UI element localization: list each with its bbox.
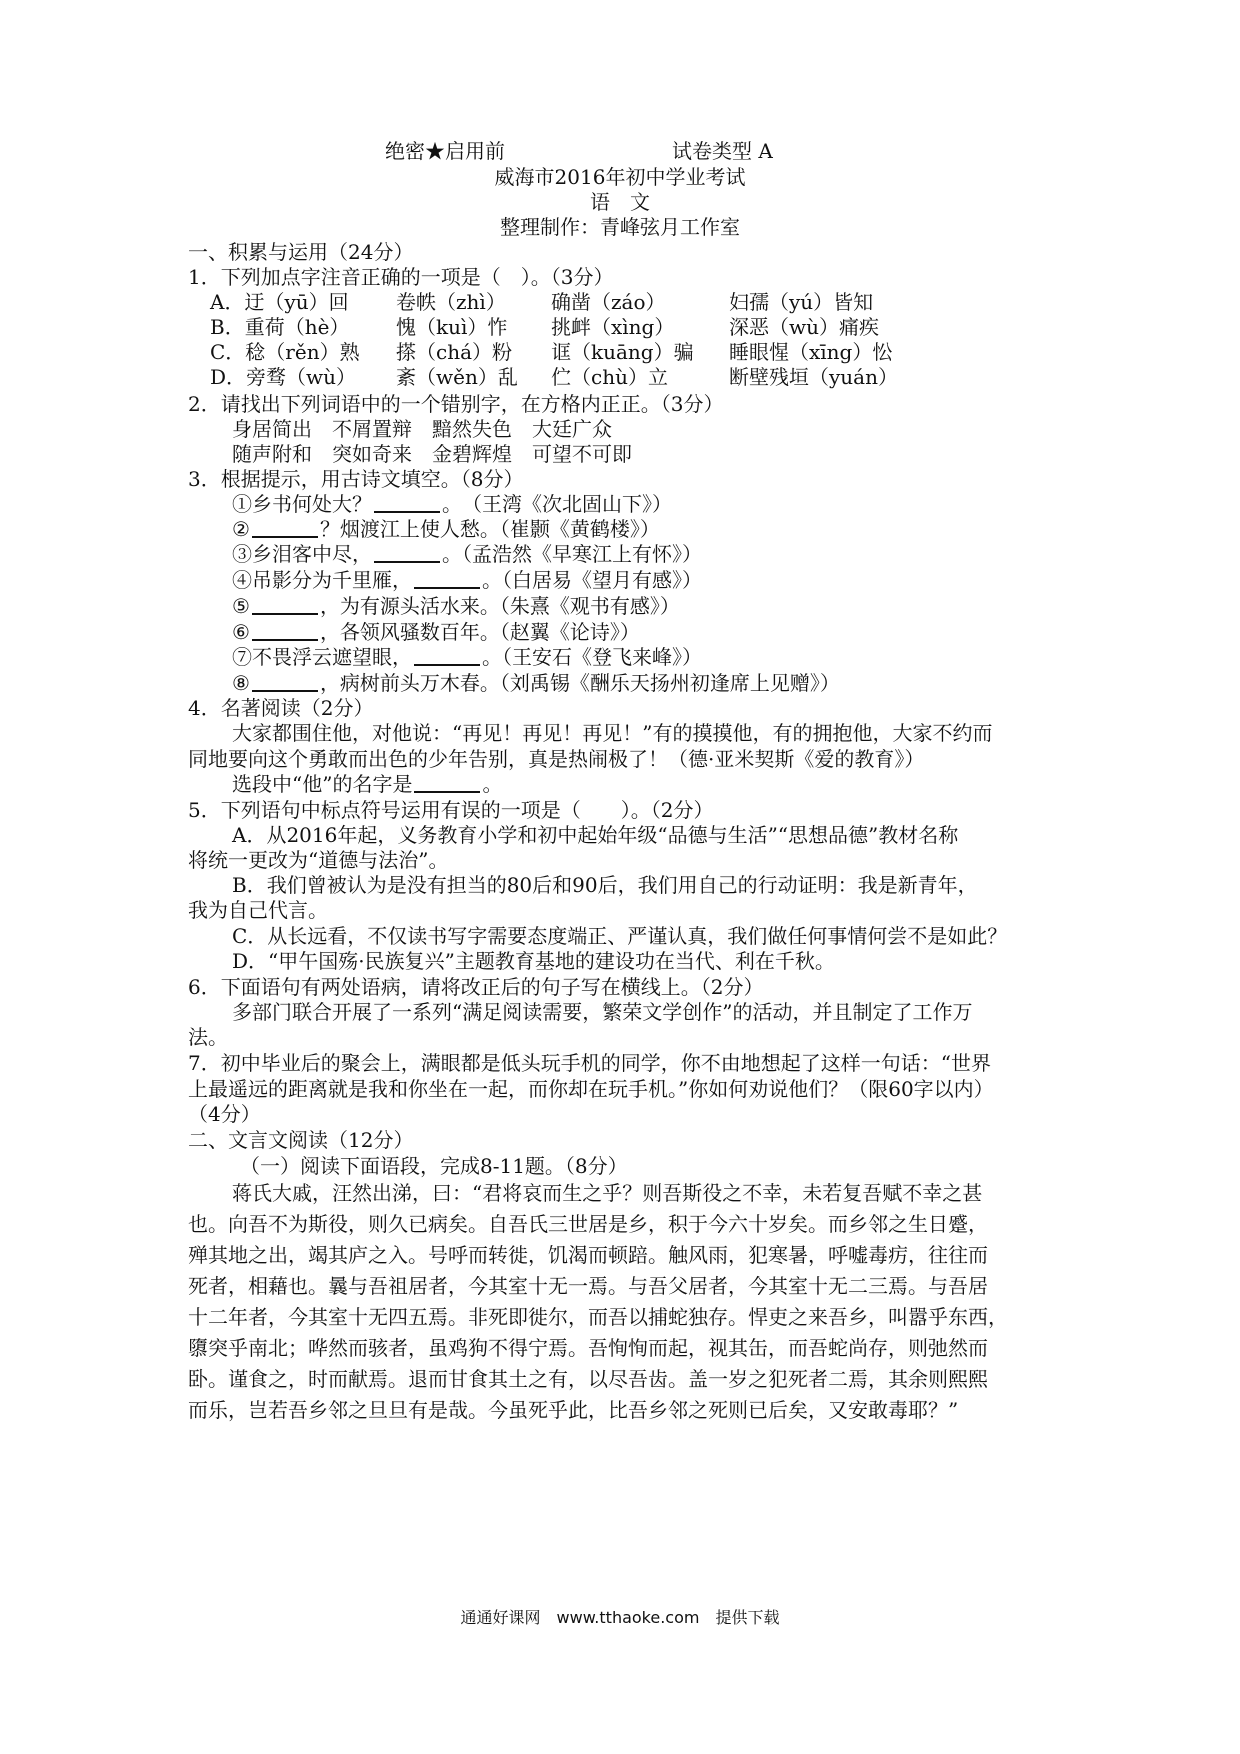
q1-stem: 1．下列加点字注音正确的一项是（ ）。（3分） <box>188 265 614 289</box>
q1-option-b3: 挑衅（xìng） <box>551 315 675 339</box>
classical-passage-line-7: 卧。谨食之，时而献焉。退而甘食其土之有，以尽吾齿。盖一岁之犯死者二焉，其余则熙熙 <box>188 1367 988 1391</box>
q3-item-7: ⑦不畏浮云遮望眼， 。（王安石《登飞来峰》） <box>232 645 702 669</box>
page-footer: 通通好课网 www.tthaoke.com 提供下载 <box>460 1608 780 1627</box>
q1-option-c1: C．稔（rěn）熟 <box>210 340 360 364</box>
section-2-title: 二、文言文阅读（12分） <box>188 1128 414 1152</box>
q3-stem: 3．根据提示，用古诗文填空。（8分） <box>188 467 524 491</box>
q5-stem: 5．下列语句中标点符号运用有误的一项是（ ）。（2分） <box>188 798 714 822</box>
q4-question: 选段中“他”的名字是 。 <box>232 772 503 796</box>
secret-label: 绝密★启用前 <box>385 139 505 163</box>
answer-blank[interactable] <box>374 491 440 513</box>
subject-title: 语 文 <box>590 190 650 214</box>
maker-credit: 整理制作：青峰弦月工作室 <box>500 215 740 239</box>
answer-blank[interactable] <box>414 771 480 793</box>
q6-stem: 6．下面语句有两处语病，请将改正后的句子写在横线上。（2分） <box>188 975 764 999</box>
q5-option-c: C．从长远看，不仅读书写字需要态度端正、严谨认真，我们做任何事情何尝不是如此？ <box>232 924 1008 948</box>
answer-blank[interactable] <box>252 516 318 538</box>
q1-option-b2: 愧（kuì）怍 <box>396 315 508 339</box>
classical-passage-line-4: 死者，相藉也。曩与吾祖居者，今其室十无一焉。与吾父居者，今其室十无二三焉。与吾居 <box>188 1274 988 1298</box>
q1-option-d2: 紊（wěn）乱 <box>396 365 518 389</box>
q1-option-c3: 诓（kuāng）骗 <box>551 340 694 364</box>
answer-blank[interactable] <box>252 619 318 641</box>
q2-stem: 2．请找出下列词语中的一个错别字，在方格内正正。（3分） <box>188 392 724 416</box>
exam-title: 威海市2016年初中学业考试 <box>494 165 746 189</box>
q3-item-5: ⑤ ，为有源头活水来。（朱熹《观书有感》） <box>232 594 680 618</box>
q1-option-d3: 伫（chù）立 <box>551 365 668 389</box>
q1-option-d4: 断壁残垣（yuán） <box>729 365 898 389</box>
section-2-subtitle: （一）阅读下面语段，完成8-11题。（8分） <box>240 1154 628 1178</box>
paper-type-label: 试卷类型 A <box>672 139 773 163</box>
answer-blank[interactable] <box>252 670 318 692</box>
q1-option-d1: D．旁骛（wù） <box>210 365 357 389</box>
q5-option-b-line-2: 我为自己代言。 <box>188 898 328 922</box>
answer-blank[interactable] <box>252 593 318 615</box>
classical-passage-line-6: 隳突乎南北；哗然而骇者，虽鸡狗不得宁焉。吾恂恂而起，视其缶，而吾蛇尚存，则弛然而 <box>188 1336 988 1360</box>
q1-option-a2: 卷帙（zhì） <box>396 290 506 314</box>
q1-option-a4: 妇孺（yú）皆知 <box>729 290 874 314</box>
q3-item-2: ② ？烟渡江上使人愁。（崔颢《黄鹤楼》） <box>232 517 660 541</box>
answer-blank[interactable] <box>374 541 440 563</box>
answer-blank[interactable] <box>414 567 480 589</box>
q4-stem: 4．名著阅读（2分） <box>188 696 374 720</box>
q5-option-a-line-1: A．从2016年起，义务教育小学和初中起始年级“品德与生活”“思想品德”教材名称 <box>232 823 959 847</box>
q4-passage-line-1: 大家都围住他，对他说：“再见！再见！再见！”有的摸摸他，有的拥抱他，大家不约而 <box>232 721 993 745</box>
q3-item-1: ①乡书何处大？ 。 （王湾《次北固山下》） <box>232 492 672 516</box>
q3-item-3: ③乡泪客中尽， 。（孟浩然《早寒江上有怀》） <box>232 542 702 566</box>
q3-item-8: ⑧ ，病树前头万木春。（刘禹锡《酬乐天扬州初逢席上见赠》） <box>232 671 840 695</box>
q1-option-b1: B．重荷（hè） <box>210 315 350 339</box>
classical-passage-line-5: 十二年者，今其室十无四五焉。非死即徙尔，而吾以捕蛇独存。悍吏之来吾乡，叫嚣乎东西， <box>188 1305 1008 1329</box>
q6-sentence-line-1: 多部门联合开展了一系列“满足阅读需要，繁荣文学创作”的活动，并且制定了工作万 <box>232 1000 973 1024</box>
classical-passage-line-2: 也。向吾不为斯役，则久已病矣。自吾氏三世居是乡，积于今六十岁矣。而乡邻之生日蹙， <box>188 1212 988 1236</box>
q2-words-row-2: 随声附和 突如奇来 金碧辉煌 可望不可即 <box>232 442 632 466</box>
q5-option-d: D．“甲午国殇·民族复兴”主题教育基地的建设功在当代、利在千秋。 <box>232 949 835 973</box>
q7-line-1: 7．初中毕业后的聚会上，满眼都是低头玩手机的同学，你不由地想起了这样一句话：“世界 <box>188 1051 991 1075</box>
q7-line-3: （4分） <box>188 1102 261 1126</box>
classical-passage-line-8: 而乐，岂若吾乡邻之旦旦有是哉。今虽死乎此，比吾乡邻之死则已后矣，又安敢毒耶？” <box>188 1398 959 1422</box>
q5-option-a-line-2: 将统一更改为“道德与法治”。 <box>188 848 449 872</box>
q1-option-a1: A．迂（yū）回 <box>210 290 349 314</box>
q7-line-2: 上最遥远的距离就是我和你坐在一起，而你却在玩手机。”你如何劝说他们？（限60字以内） <box>188 1077 994 1101</box>
section-1-title: 一、积累与运用（24分） <box>188 240 414 264</box>
q5-option-b-line-1: B．我们曾被认为是没有担当的80后和90后，我们用自己的行动证明：我是新青年， <box>232 873 978 897</box>
q1-option-b4: 深恶（wù）痛疾 <box>729 315 879 339</box>
classical-passage-line-3: 殚其地之出，竭其庐之入。号呼而转徙，饥渴而顿踣。触风雨，犯寒暑，呼嘘毒疠，往往而 <box>188 1243 988 1267</box>
answer-blank[interactable] <box>414 644 480 666</box>
q3-item-6: ⑥ ，各领风骚数百年。（赵翼《论诗》） <box>232 620 640 644</box>
q6-sentence-line-2: 法。 <box>188 1025 228 1049</box>
q1-option-c4: 睡眼惺（xīng）忪 <box>729 340 893 364</box>
q2-words-row-1: 身居简出 不屑置辩 黯然失色 大廷广众 <box>232 417 612 441</box>
q4-passage-line-2: 同地要向这个勇敢而出色的少年告别，真是热闹极了！（德·亚米契斯《爱的教育》） <box>188 747 925 771</box>
classical-passage-line-1: 蒋氏大戚，汪然出涕，曰：“君将哀而生之乎？则吾斯役之不幸，未若复吾赋不幸之甚 <box>232 1181 983 1205</box>
q3-item-4: ④吊影分为千里雁， 。（白居易《望月有感》） <box>232 568 702 592</box>
q1-option-c2: 搽（chá）粉 <box>396 340 513 364</box>
q1-option-a3: 确凿（záo） <box>551 290 666 314</box>
